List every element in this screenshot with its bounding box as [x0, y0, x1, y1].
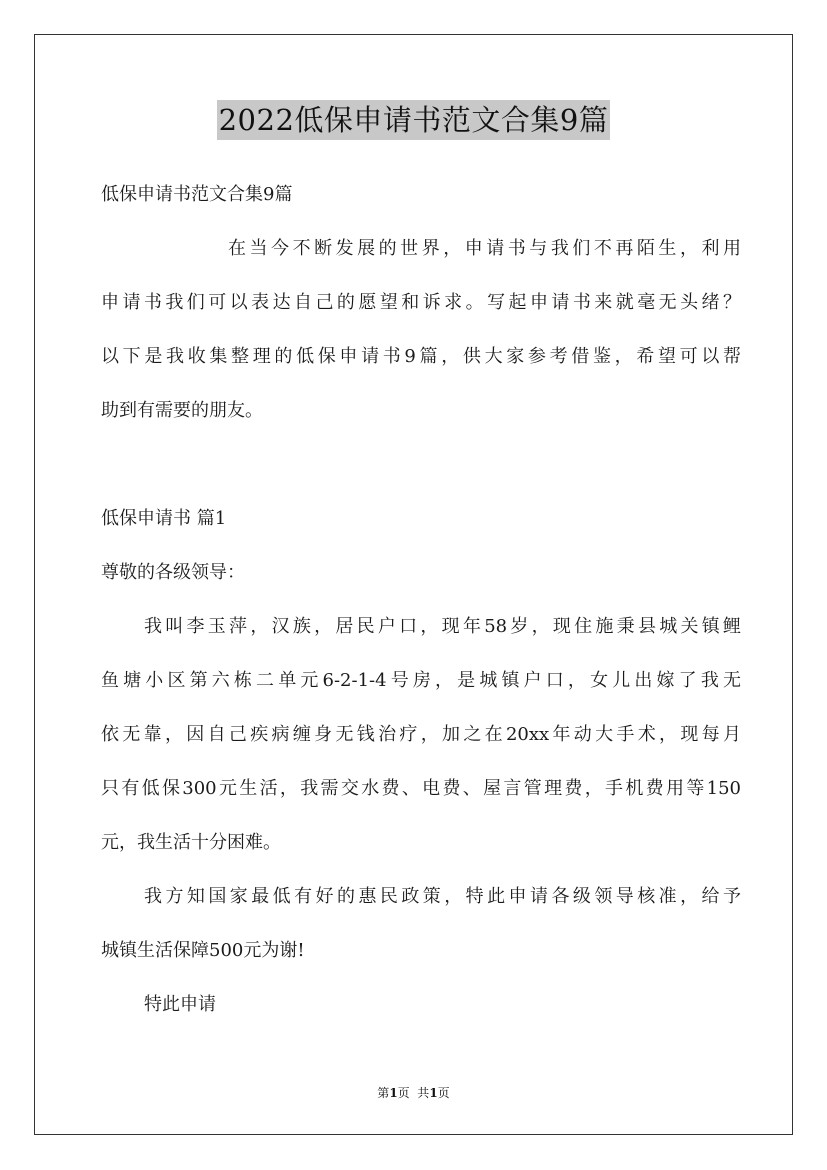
body-line: 城镇生活保障500元为谢! — [101, 940, 305, 961]
document-subtitle: 低保申请书范文合集9篇 — [101, 184, 293, 205]
page-current: 1 — [389, 1086, 398, 1100]
body-line: 依无靠，因自己疾病缠身无钱治疗，加之在20xx年动大手术，现每月 — [101, 724, 741, 745]
body-line: 鱼塘小区第六栋二单元6-2-1-4号房，是城镇户口，女儿出嫁了我无 — [101, 670, 741, 691]
intro-line: 以下是我收集整理的低保申请书9篇，供大家参考借鉴，希望可以帮 — [101, 346, 741, 367]
page-mid: 页 共 — [397, 1086, 430, 1100]
document-title: 2022低保申请书范文合集9篇 — [217, 100, 611, 140]
salutation: 尊敬的各级领导： — [101, 562, 245, 583]
page-suffix: 页 — [437, 1086, 450, 1100]
closing-text: 特此申请 — [144, 994, 216, 1015]
body-line: 我叫李玉萍，汉族，居民户口，现年58岁，现住施秉县城关镇鲤 — [144, 616, 741, 637]
page-footer — [0, 1085, 827, 1101]
body-line: 元，我生活十分困难。 — [101, 832, 281, 853]
intro-line: 申请书我们可以表达自己的愿望和诉求。写起申请书来就毫无头绪？ — [101, 292, 741, 313]
section-heading: 低保申请书 篇1 — [101, 508, 227, 529]
body-line: 我方知国家最低有好的惠民政策，特此申请各级领导核准，给予 — [144, 886, 741, 907]
document-body — [101, 168, 741, 1032]
intro-line: 在当今不断发展的世界，申请书与我们不再陌生，利用 — [228, 238, 741, 259]
page-prefix: 第 — [377, 1086, 390, 1100]
intro-line: 助到有需要的朋友。 — [101, 400, 263, 421]
page-total: 1 — [429, 1086, 438, 1100]
title-container — [0, 100, 827, 140]
blank-line — [101, 438, 741, 492]
body-line: 只有低保300元生活，我需交水费、电费、屋言管理费，手机费用等150 — [101, 778, 741, 799]
